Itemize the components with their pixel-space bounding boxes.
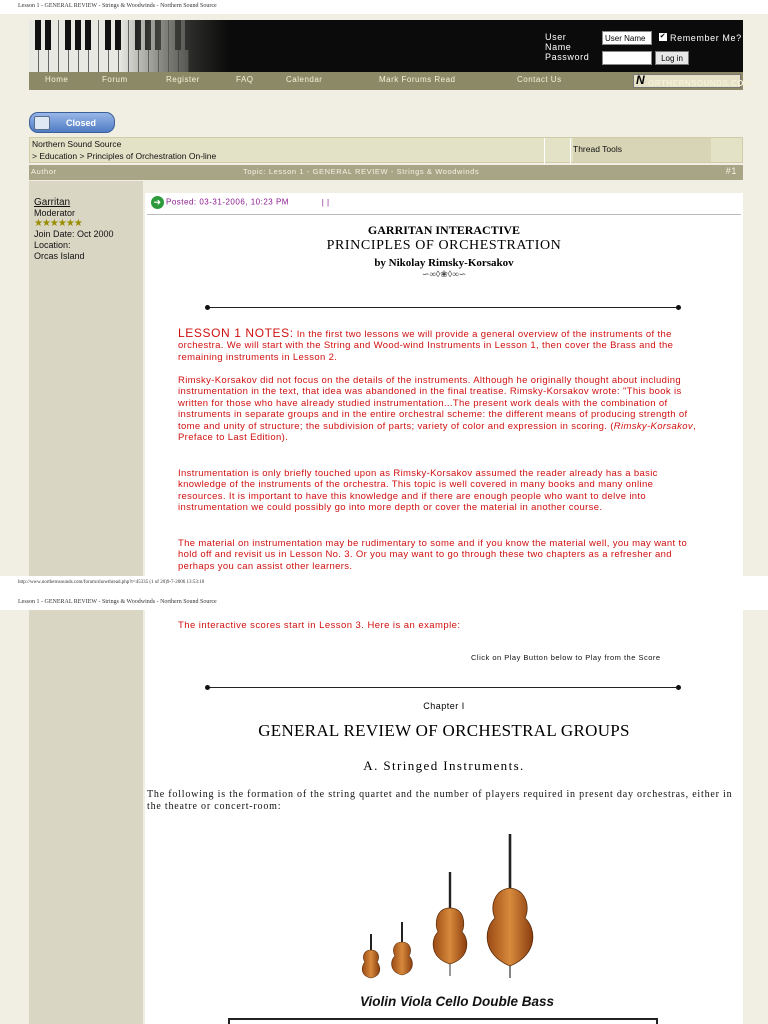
author-name[interactable]: Garritan [34, 197, 71, 208]
nav-forum[interactable]: Forum [102, 75, 128, 84]
chapter-label: Chapter I [423, 701, 465, 711]
chapter-title: GENERAL REVIEW OF ORCHESTRAL GROUPS [258, 721, 630, 740]
location-label: Location: [34, 240, 71, 250]
double-bass-icon [487, 834, 533, 978]
ornament-divider-icon: ∽∞◊❀◊∞∽ [421, 269, 467, 279]
string-quartet-intro: The following is the formation of the string quartet and the number of players required in present day orchestras, either in the theatre or concert-room: [147, 789, 733, 812]
post-body [145, 193, 743, 576]
thread-closed-button[interactable]: Closed [29, 112, 115, 133]
breadcrumb-site[interactable]: Northern Sound Source [32, 139, 122, 149]
author-sidebar [29, 181, 143, 576]
score-table-top [228, 1018, 658, 1024]
interactive-scores-note: The interactive scores start in Lesson 3. Here is an example: [178, 620, 461, 631]
print-header-2: Lesson 1 - GENERAL REVIEW - Strings & Woodwinds - Northern Sound Source [18, 599, 217, 605]
login-button[interactable]: Log in [655, 51, 689, 65]
username-input[interactable] [602, 31, 652, 45]
nav-home[interactable]: Home [45, 75, 69, 84]
lock-icon [34, 116, 50, 130]
divider-line-2 [207, 687, 679, 688]
site-banner [29, 20, 743, 72]
post-title-author: by Nikolay Rimsky-Korsakov [374, 257, 514, 269]
reputation-stars-icon: ★★★★★★ [34, 218, 82, 229]
post-number[interactable]: #1 [725, 166, 737, 176]
violin-icon [362, 934, 380, 978]
cello-icon [433, 872, 467, 976]
forum-page-2 [0, 610, 768, 1024]
divider-line [207, 307, 679, 308]
breadcrumb-path[interactable]: > Education > Principles of Orchestration On-line [32, 151, 217, 161]
instruments-caption: Violin Viola Cello Double Bass [359, 994, 555, 1009]
section-title: A. Stringed Instruments. [363, 758, 525, 773]
join-date: Join Date: Oct 2000 [34, 229, 114, 239]
remember-me-checkbox[interactable]: ✔ [659, 33, 667, 40]
post-links[interactable]: | | [321, 197, 330, 207]
author-sidebar-continued [29, 610, 143, 1024]
author-column-label: Author [31, 167, 57, 176]
thread-topic: Topic: Lesson 1 - GENERAL REVIEW - Strings & Woodwinds [243, 167, 480, 176]
author-role: Moderator [34, 208, 76, 218]
print-footer: http://www.northernsounds.com/forum/showthread.php?t=45335 (1 of 20)9-7-2006 13:53:10 [18, 580, 205, 585]
nav-bar [29, 72, 752, 90]
play-score-note: Click on Play Button below to Play from the Score [471, 653, 661, 662]
nav-mark-forums-read[interactable]: Mark Forums Read [379, 75, 456, 84]
post-title-line2: PRINCIPLES OF ORCHESTRATION [326, 238, 562, 253]
paragraph-rimsky: Rimsky-Korsakov did not focus on the details of the instruments. Although he originally thought about including instrumentation in the text, that idea was abandoned in the final treatise. Rimsky-Korsakov wrote: "This book is written for those who have already studied instrumentation...The present work deals with the combination of instruments in separate groups and in the entire orchestral scheme: the different means of producing strength of tome and unity of structure; the subdivision of parts; variety of color and expression in scoring. (Rimsky-Korsakov, Preface to Last Edition). [178, 375, 696, 444]
password-label: Password [545, 52, 590, 62]
nav-faq[interactable]: FAQ [236, 75, 254, 84]
thread-tools-menu[interactable]: Thread Tools [573, 138, 711, 162]
breadcrumb [29, 137, 743, 163]
nav-calendar[interactable]: Calendar [286, 75, 323, 84]
location-value: Orcas Island [34, 251, 85, 261]
username-label: User Name [545, 32, 572, 52]
post-arrow-icon: ➜ [151, 196, 164, 209]
nav-contact-us[interactable]: Contact Us [517, 75, 562, 84]
posted-date: Posted: 03-31-2006, 10:23 PM [166, 197, 289, 207]
viola-icon [392, 922, 413, 975]
password-input[interactable] [602, 51, 652, 65]
thread-header-bar [29, 165, 743, 180]
paragraph-material: The material on instrumentation may be rudimentary to some and if you know the material well, you may want to hold off and revisit us in Lesson No. 3. Or you may want to go through these two chapters as a refresher and perhaps you can assist other learners. [178, 538, 688, 572]
post-meta [151, 196, 330, 209]
paragraph-instrumentation: Instrumentation is only briefly touched upon as Rimsky-Korsakov assumed the reader already has a basic knowledge of the instruments of the orchestra. This topic is well covered in many books and many online resources. It is important to have this knowledge and if there are enough people who want to delve into instrumentation we could possibly go into more depth or cover the material in another course. [178, 468, 658, 514]
print-header: Lesson 1 - GENERAL REVIEW - Strings & Woodwinds - Northern Sound Source [18, 3, 217, 9]
remember-me-label: Remember Me? [670, 33, 742, 43]
lesson-notes: LESSON 1 NOTES: In the first two lessons we will provide a general overview of the instruments of the orchestra. We will start with the String and Wood-wind Instruments in Lesson 1, then cover the Brass and the remaining instruments in Lesson 2. [178, 326, 674, 363]
northernsounds-logo[interactable]: N ORTHERNSOUNDS.COM [633, 74, 741, 88]
nav-register[interactable]: Register [166, 75, 200, 84]
forum-page-1 [0, 14, 768, 576]
post-title-line1: GARRITAN INTERACTIVE [367, 223, 521, 237]
string-instruments-image [350, 830, 564, 1010]
